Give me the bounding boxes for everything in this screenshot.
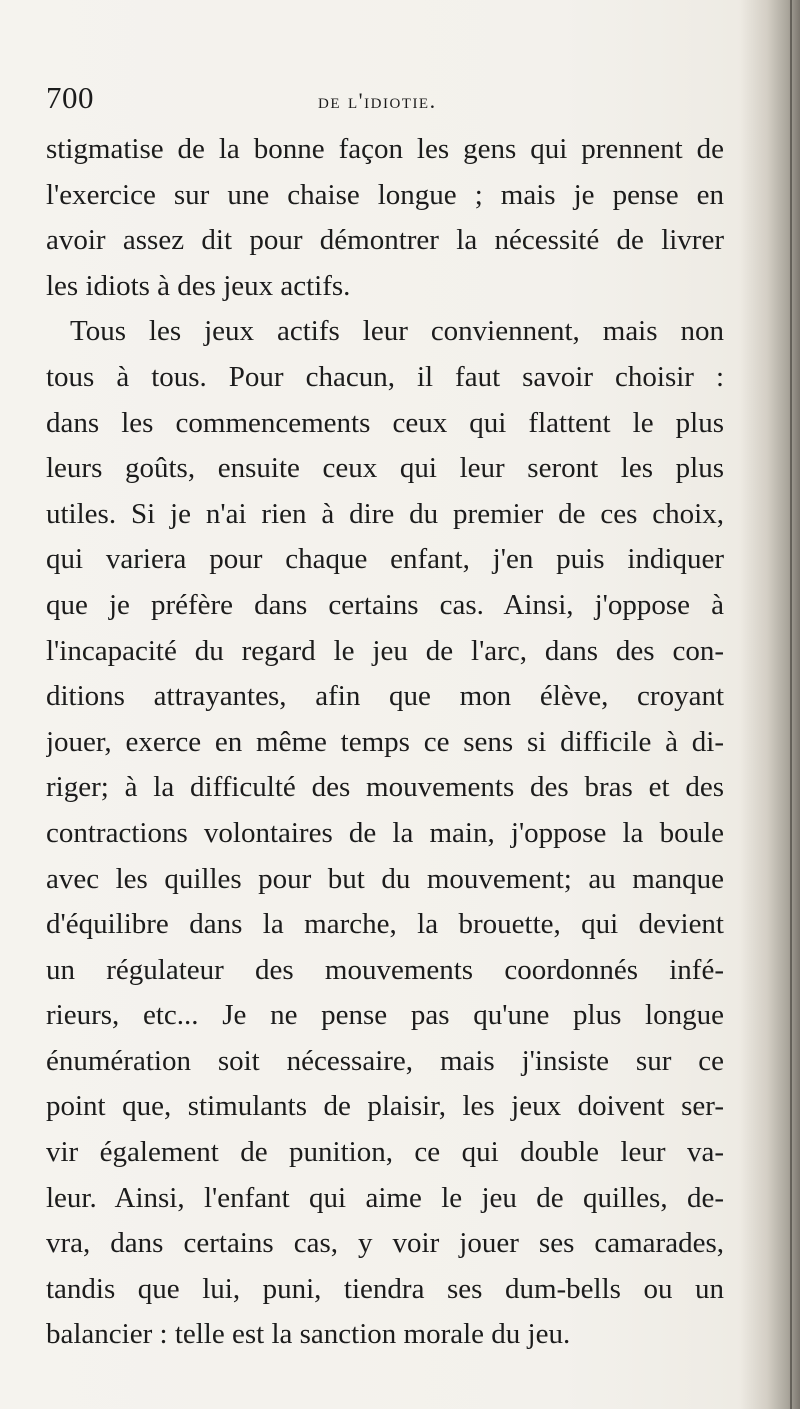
text-line: leurs goûts, ensuite ceux qui leur seront les plus xyxy=(46,452,724,485)
text-line: qui variera pour chaque enfant, j'en puis indiquer xyxy=(46,543,724,576)
text-line: rieurs, etc... Je ne pense pas qu'une plus longue xyxy=(46,999,724,1032)
text-line: que je préfère dans certains cas. Ainsi, j'oppose à xyxy=(46,588,724,621)
text-line: contractions volontaires de la main, j'oppose la boule xyxy=(46,816,724,849)
text-line: leur. Ainsi, l'enfant qui aime le jeu de quilles, de- xyxy=(46,1181,724,1214)
text-line: tandis que lui, puni, tiendra ses dum-bells ou un xyxy=(46,1272,724,1305)
binding-edge-line xyxy=(790,0,792,1409)
text-line: l'exercice sur une chaise longue ; mais je pense en xyxy=(46,178,724,211)
text-line: stigmatise de la bonne façon les gens qui prennent de xyxy=(46,133,724,165)
text-line: ditions attrayantes, afin que mon élève, croyant xyxy=(46,680,724,713)
text-line: jouer, exerce en même temps ce sens si difficile à di- xyxy=(46,725,724,758)
text-line: un régulateur des mouvements coordonnés infé- xyxy=(46,953,724,986)
text-line: avoir assez dit pour démontrer la nécessité de livrer xyxy=(46,224,724,257)
text-line: l'incapacité du regard le jeu de l'arc, dans des con- xyxy=(46,634,724,667)
text-line: dans les commencements ceux qui flattent le plus xyxy=(46,406,724,439)
page-number: 700 xyxy=(46,80,94,115)
text-line: d'équilibre dans la marche, la brouette, qui devient xyxy=(46,908,724,941)
text-line: vir également de punition, ce qui double leur va- xyxy=(46,1136,724,1169)
running-head xyxy=(46,80,726,116)
text-line: riger; à la difficulté des mouvements des bras et des xyxy=(46,771,724,804)
text-line: point que, stimulants de plaisir, les jeux doivent ser- xyxy=(46,1090,724,1123)
text-line: les idiots à des jeux actifs. xyxy=(46,269,351,302)
text-line: balancier : telle est la sanction morale du jeu. xyxy=(46,1318,571,1351)
text-line: tous à tous. Pour chacun, il faut savoir choisir : xyxy=(46,360,724,393)
running-title: de l'idiotie. xyxy=(318,88,437,113)
text-line: avec les quilles pour but du mouvement; au manque xyxy=(46,862,724,895)
text-line: Tous les jeux actifs leur conviennent, mais non xyxy=(70,315,724,348)
text-line: utiles. Si je n'ai rien à dire du premier de ces choix, xyxy=(46,497,724,530)
text-line: énumération soit nécessaire, mais j'insiste sur ce xyxy=(46,1044,724,1077)
text-line: vra, dans certains cas, y voir jouer ses camarades, xyxy=(46,1227,724,1260)
body-text xyxy=(46,127,724,1358)
